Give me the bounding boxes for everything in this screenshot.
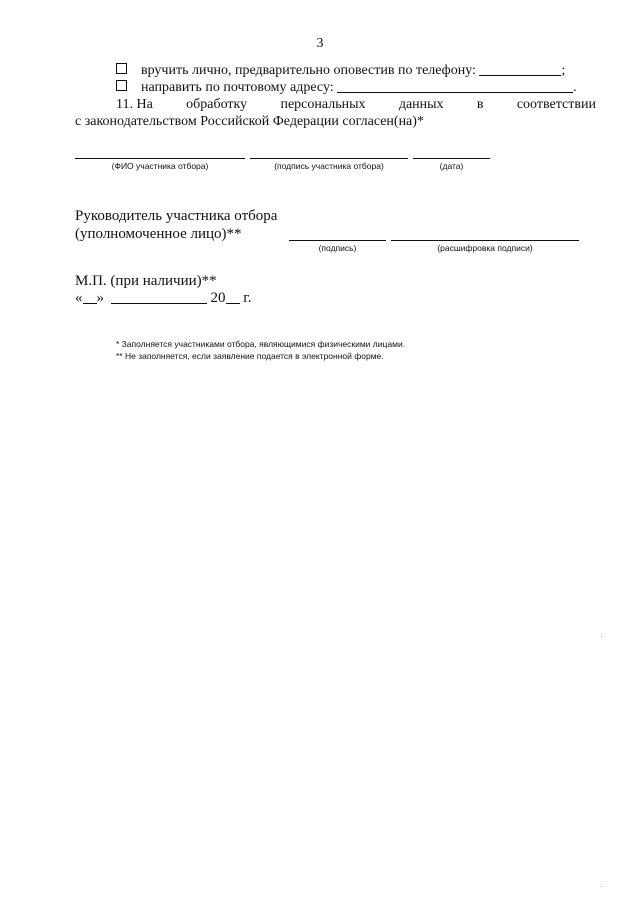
month-blank[interactable] [111,291,207,304]
signature-caption: (подпись участника отбора) [274,161,384,171]
fio-line[interactable] [75,158,245,159]
checkbox-send-by-post[interactable] [116,80,127,91]
stamp-label: М.П. (при наличии)** [75,273,217,289]
year-prefix: 20 [210,290,226,306]
option-deliver-end: ; [561,63,566,78]
consent-line-1 [116,97,596,113]
signature-line[interactable] [250,158,408,159]
head-title: Руководитель участника отбора [75,208,278,224]
year-blank[interactable] [226,291,240,304]
option-post-label: направить по почтовому адресу: [141,80,334,95]
option-deliver-label: вручить лично, предварительно оповестив по телефону: [141,63,476,78]
consent-word: персональных [280,97,366,112]
date-line[interactable] [413,158,490,159]
quote-open: « [75,290,83,306]
day-blank[interactable] [83,291,97,304]
year-suffix: г. [243,290,252,306]
checkbox-deliver-personally[interactable] [116,63,127,74]
head-signature-line[interactable] [289,240,386,241]
consent-word: обработку [186,97,248,112]
scan-speck [601,636,602,637]
head-decoding-caption: (расшифровка подписи) [437,243,533,253]
option-send-by-post [116,80,577,96]
footnote-2: ** Не заполняется, если заявление подается в электронной форме. [116,351,384,361]
fio-caption: (ФИО участника отбора) [111,161,209,171]
consent-word: соответствии [516,97,596,112]
footnote-1: * Заполняется участниками отбора, являющимися физическими лицами. [116,339,406,349]
scan-speck [601,886,602,887]
head-decoding-line[interactable] [391,240,579,241]
postal-address-blank[interactable] [337,80,573,93]
consent-word: 11. На [116,97,153,112]
consent-line-2: с законодательством Российской Федерации согласен(на)* [75,114,424,129]
phone-blank[interactable] [479,63,561,76]
head-signature-caption: (подпись) [318,243,357,253]
page-number: 3 [316,36,324,51]
date-row [75,289,251,307]
consent-word: данных [398,97,444,112]
option-post-end: . [573,80,577,95]
head-subtitle: (уполномоченное лицо)** [75,226,242,242]
option-deliver-personally [116,63,565,79]
date-caption: (дата) [439,161,464,171]
quote-close: » [96,290,104,306]
consent-word: в [476,97,484,112]
